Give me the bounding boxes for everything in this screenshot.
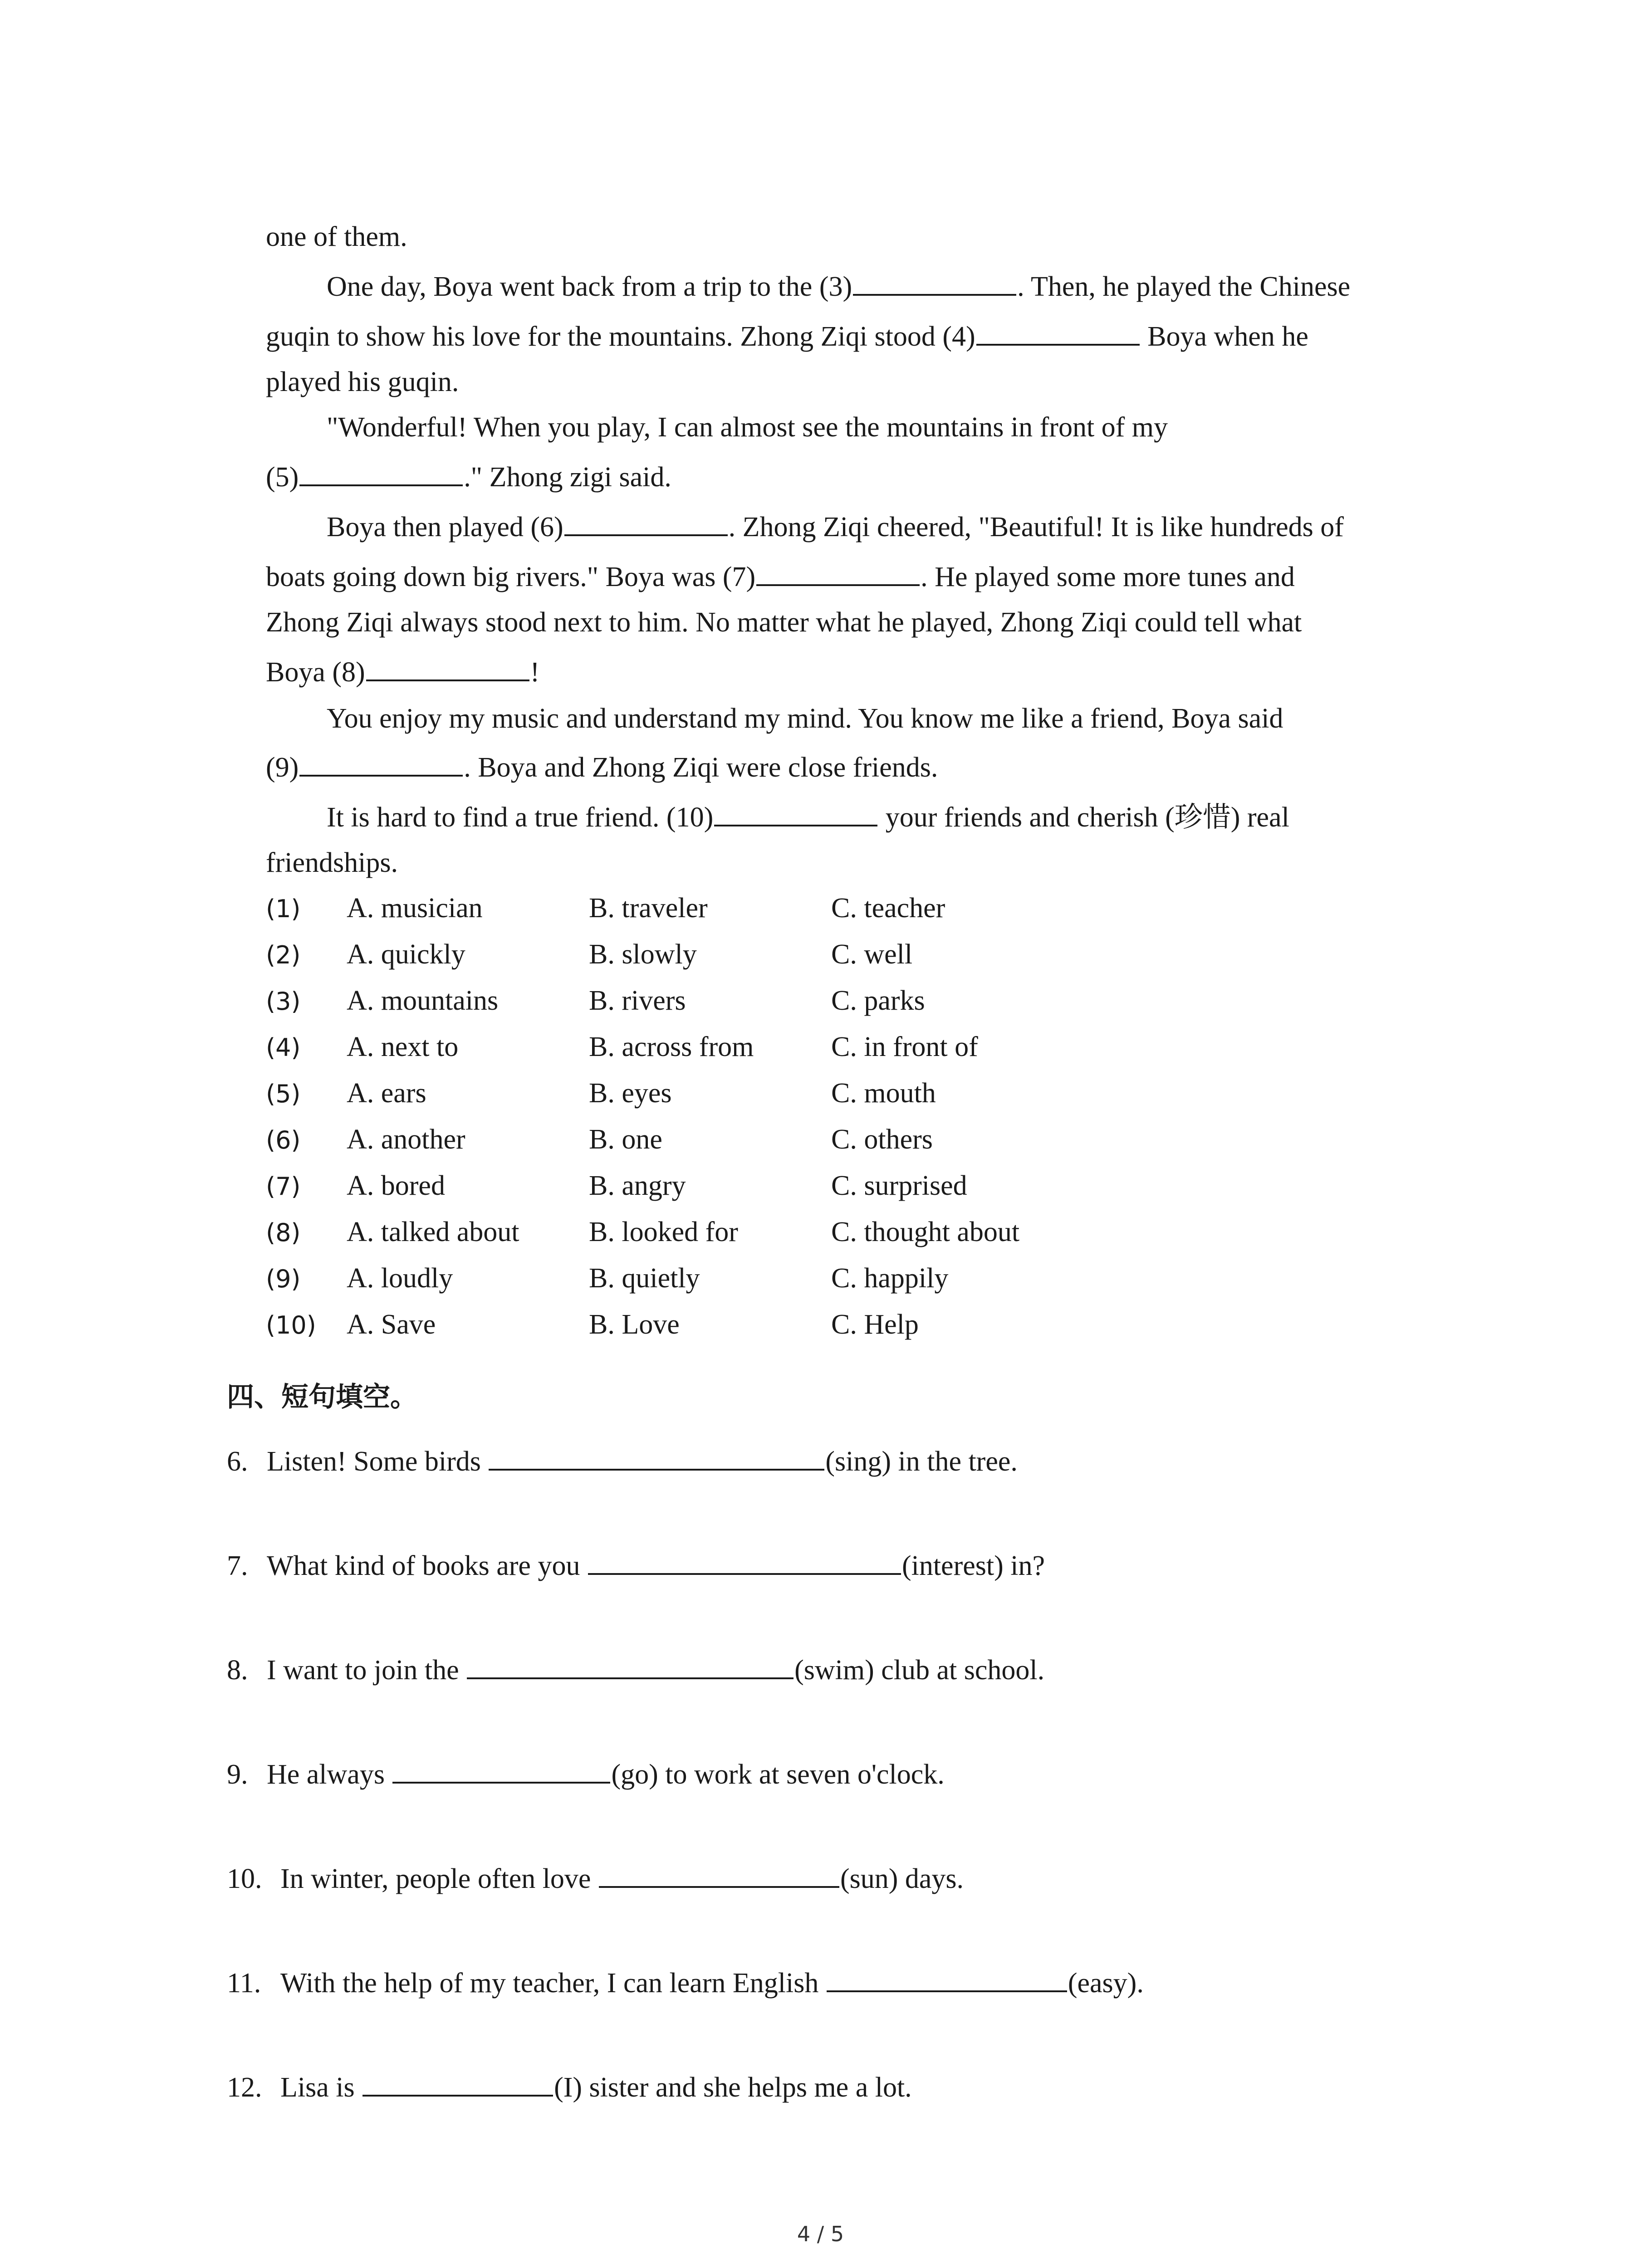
question-12 (227, 2069, 912, 2106)
passage-line-7 (327, 509, 1344, 545)
blank-8[interactable] (366, 654, 529, 681)
option-b[interactable]: B. looked for (589, 1217, 738, 1247)
answer-blank[interactable] (467, 1652, 794, 1679)
option-b[interactable]: B. eyes (589, 1078, 672, 1109)
option-row (266, 1168, 1355, 1204)
option-row (266, 1306, 1355, 1343)
option-a[interactable]: A. Save (347, 1309, 436, 1340)
option-b[interactable]: B. rivers (589, 985, 686, 1016)
option-number: (5) (266, 1080, 301, 1108)
blank-4[interactable] (976, 318, 1140, 346)
passage-text: . He played some more tunes and (921, 562, 1295, 592)
option-a[interactable]: A. talked about (347, 1217, 519, 1247)
option-a[interactable]: A. bored (347, 1170, 445, 1201)
passage-text: Boya then played (6) (327, 512, 563, 543)
passage-line-5: "Wonderful! When you play, I can almost see the mountains in front of my (327, 412, 1168, 443)
option-a[interactable]: A. quickly (347, 939, 465, 970)
question-text: With the help of my teacher, I can learn English (280, 1968, 826, 1999)
question-text: In winter, people often love (280, 1863, 598, 1894)
option-b[interactable]: B. angry (589, 1170, 686, 1201)
option-a[interactable]: A. another (347, 1124, 465, 1155)
question-text: Lisa is (280, 2072, 362, 2103)
option-row (266, 1121, 1355, 1158)
option-c[interactable]: C. parks (831, 985, 925, 1016)
passage-line-8 (266, 559, 1295, 595)
passage-text: Boya when he (1140, 321, 1308, 352)
question-number: 12. (227, 2072, 262, 2103)
question-7 (227, 1548, 1045, 1584)
answer-blank[interactable] (392, 1756, 610, 1784)
passage-line-1: one of them. (266, 221, 407, 252)
question-6 (227, 1443, 1018, 1480)
option-number: (10) (266, 1311, 316, 1339)
question-number: 9. (227, 1759, 248, 1790)
answer-blank[interactable] (588, 1548, 901, 1575)
option-number: (3) (266, 987, 301, 1016)
question-text: I want to join the (267, 1655, 466, 1686)
option-b[interactable]: B. traveler (589, 893, 708, 924)
question-text: (sun) days. (840, 1863, 964, 1894)
option-row (266, 1214, 1355, 1250)
question-text: He always (267, 1759, 392, 1790)
page-number: 4 / 5 (797, 2222, 844, 2246)
passage-line-6 (266, 459, 671, 495)
question-text: (easy). (1068, 1968, 1144, 1999)
section-title: 四、短句填空。 (227, 1381, 417, 1413)
passage-line-3 (266, 318, 1308, 355)
option-row (266, 1260, 1355, 1296)
passage-text: . Zhong Ziqi cheered, "Beautiful! It is like hundreds of (728, 512, 1344, 543)
question-text: (I) sister and she helps me a lot. (554, 2072, 912, 2103)
option-a[interactable]: A. loudly (347, 1263, 453, 1294)
passage-text: guqin to show his love for the mountains. Zhong Ziqi stood (4) (266, 321, 975, 352)
option-number: (8) (266, 1218, 301, 1247)
passage-text: boats going down big rivers." Boya was (7) (266, 562, 756, 592)
option-c[interactable]: C. others (831, 1124, 933, 1155)
option-c[interactable]: C. surprised (831, 1170, 967, 1201)
question-text: (sing) in the tree. (825, 1446, 1018, 1477)
passage-line-9: Zhong Ziqi always stood next to him. No matter what he played, Zhong Ziqi could tell what (266, 607, 1302, 638)
option-row (266, 982, 1355, 1019)
option-b[interactable]: B. across from (589, 1031, 754, 1062)
option-c[interactable]: C. happily (831, 1263, 949, 1294)
option-b[interactable]: B. quietly (589, 1263, 700, 1294)
passage-line-14: friendships. (266, 847, 398, 878)
passage-text: . Then, he played the Chinese (1017, 271, 1351, 302)
blank-5[interactable] (299, 459, 463, 486)
passage-text: your friends and cherish (珍惜) real (878, 802, 1289, 833)
question-text: Listen! Some birds (267, 1446, 488, 1477)
option-c[interactable]: C. in front of (831, 1031, 978, 1062)
option-a[interactable]: A. musician (347, 893, 483, 924)
answer-blank[interactable] (362, 2069, 553, 2097)
option-row (266, 1075, 1355, 1111)
option-c[interactable]: C. well (831, 939, 913, 970)
passage-text: One day, Boya went back from a trip to the (3) (327, 271, 852, 302)
question-10 (227, 1861, 964, 1897)
question-number: 7. (227, 1550, 248, 1581)
question-number: 6. (227, 1446, 248, 1477)
passage-line-12 (266, 749, 938, 786)
option-c[interactable]: C. mouth (831, 1078, 936, 1109)
blank-6[interactable] (564, 509, 728, 536)
option-c[interactable]: C. Help (831, 1309, 919, 1340)
passage-line-10 (266, 654, 539, 690)
option-b[interactable]: B. one (589, 1124, 662, 1155)
option-row (266, 936, 1355, 973)
question-11 (227, 1965, 1144, 2001)
answer-blank[interactable] (827, 1965, 1067, 1992)
question-text: What kind of books are you (267, 1550, 587, 1581)
question-number: 11. (227, 1968, 261, 1999)
option-number: (4) (266, 1033, 301, 1062)
option-a[interactable]: A. ears (347, 1078, 426, 1109)
option-row (266, 890, 1355, 926)
option-number: (1) (266, 894, 301, 923)
passage-text: It is hard to find a true friend. (10) (327, 802, 714, 833)
option-number: (7) (266, 1172, 301, 1201)
passage-line-4: played his guqin. (266, 367, 459, 397)
passage-text: Boya (8) (266, 657, 365, 688)
passage-text: ! (530, 657, 540, 688)
option-number: (6) (266, 1126, 301, 1154)
blank-10[interactable] (714, 799, 877, 826)
passage-text: . Boya and Zhong Ziqi were close friends. (464, 752, 938, 783)
question-text: (swim) club at school. (794, 1655, 1045, 1686)
blank-3[interactable] (853, 269, 1016, 296)
question-number: 10. (227, 1863, 262, 1894)
passage-line-11: You enjoy my music and understand my mind. You know me like a friend, Boya said (327, 703, 1283, 734)
question-9 (227, 1756, 945, 1793)
passage-text: ." Zhong zigi said. (464, 462, 671, 493)
passage-line-2 (327, 269, 1350, 305)
blank-9[interactable] (299, 749, 463, 777)
answer-blank[interactable] (599, 1861, 839, 1888)
answer-blank[interactable] (489, 1443, 824, 1471)
question-text: (interest) in? (901, 1550, 1045, 1581)
passage-line-13 (327, 799, 1289, 836)
question-text: (go) to work at seven o'clock. (611, 1759, 945, 1790)
option-c[interactable]: C. thought about (831, 1217, 1020, 1247)
option-number: (9) (266, 1265, 301, 1293)
option-a[interactable]: A. mountains (347, 985, 499, 1016)
option-b[interactable]: B. Love (589, 1309, 680, 1340)
question-8 (227, 1652, 1044, 1688)
option-b[interactable]: B. slowly (589, 939, 697, 970)
option-row (266, 1029, 1355, 1065)
passage-text: (5) (266, 462, 299, 493)
passage-text: (9) (266, 752, 299, 783)
option-a[interactable]: A. next to (347, 1031, 459, 1062)
option-c[interactable]: C. teacher (831, 893, 945, 924)
blank-7[interactable] (756, 559, 920, 586)
question-number: 8. (227, 1655, 248, 1686)
option-number: (2) (266, 941, 301, 969)
